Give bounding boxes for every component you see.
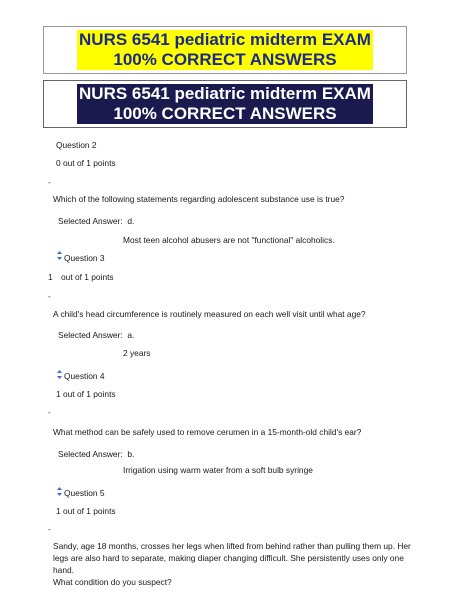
- question-2-answer: Most teen alcohol abusers are not "functional" alcoholics.: [123, 235, 335, 245]
- selected-answer-letter: d.: [127, 216, 135, 226]
- question-3-label: Question 3: [64, 253, 105, 263]
- question-3-points: out of 1 points: [61, 272, 114, 282]
- question-3-points-num: 1: [48, 272, 53, 282]
- selected-answer-letter: b.: [127, 449, 135, 459]
- expand-arrows-icon[interactable]: [57, 487, 62, 496]
- title-text-1: [77, 30, 373, 70]
- question-4-dash: -: [48, 408, 51, 417]
- question-5-prompt: [53, 540, 413, 588]
- question-3-answer: 2 years: [123, 348, 151, 358]
- question-3-prompt: A child's head circumference is routinely measured on each well visit until what age?: [53, 309, 366, 319]
- title-banner-2: [43, 80, 407, 128]
- question-5-label: Question 5: [64, 488, 105, 498]
- question-2-points: 0 out of 1 points: [56, 158, 116, 168]
- question-5-points: 1 out of 1 points: [56, 506, 116, 516]
- title-1-line-2: 100% CORRECT ANSWERS: [113, 50, 337, 69]
- question-4-selected-label: [58, 449, 134, 460]
- selected-answer-label: Selected Answer:: [58, 216, 123, 226]
- title-2-line-1: NURS 6541 pediatric midterm EXAM: [79, 84, 371, 103]
- question-4-answer: Irrigation using warm water from a soft bulb syringe: [123, 465, 313, 475]
- question-3-dash: -: [48, 292, 51, 301]
- question-5-dash: -: [48, 525, 51, 534]
- selected-answer-label: Selected Answer:: [58, 449, 123, 459]
- title-1-line-1: NURS 6541 pediatric midterm EXAM: [79, 30, 371, 49]
- question-4-label: Question 4: [64, 371, 105, 381]
- question-2-selected-label: [58, 216, 134, 227]
- question-2-prompt: Which of the following statements regarding adolescent substance use is true?: [53, 194, 345, 204]
- question-4-points: 1 out of 1 points: [56, 389, 116, 399]
- question-2-label: Question 2: [56, 140, 97, 150]
- title-banner-1: [43, 26, 407, 74]
- title-text-2: [77, 84, 373, 124]
- question-4-prompt: What method can be safely used to remove cerumen in a 15-month-old child's ear?: [53, 427, 362, 437]
- question-2-dash: -: [48, 178, 51, 187]
- selected-answer-letter: a.: [127, 330, 135, 340]
- selected-answer-label: Selected Answer:: [58, 330, 123, 340]
- question-5-prompt-line-1: Sandy, age 18 months, crosses her legs when lifted from behind rather than pulling them up. Her: [53, 541, 411, 551]
- question-5-prompt-line-3: What condition do you suspect?: [53, 577, 172, 587]
- expand-arrows-icon[interactable]: [57, 251, 62, 260]
- expand-arrows-icon[interactable]: [57, 370, 62, 379]
- title-2-line-2: 100% CORRECT ANSWERS: [113, 104, 337, 123]
- question-3-selected-label: [58, 330, 134, 341]
- question-5-prompt-line-2: legs are also hard to separate, making diaper changing difficult. She persistently uses only one hand.: [53, 553, 404, 575]
